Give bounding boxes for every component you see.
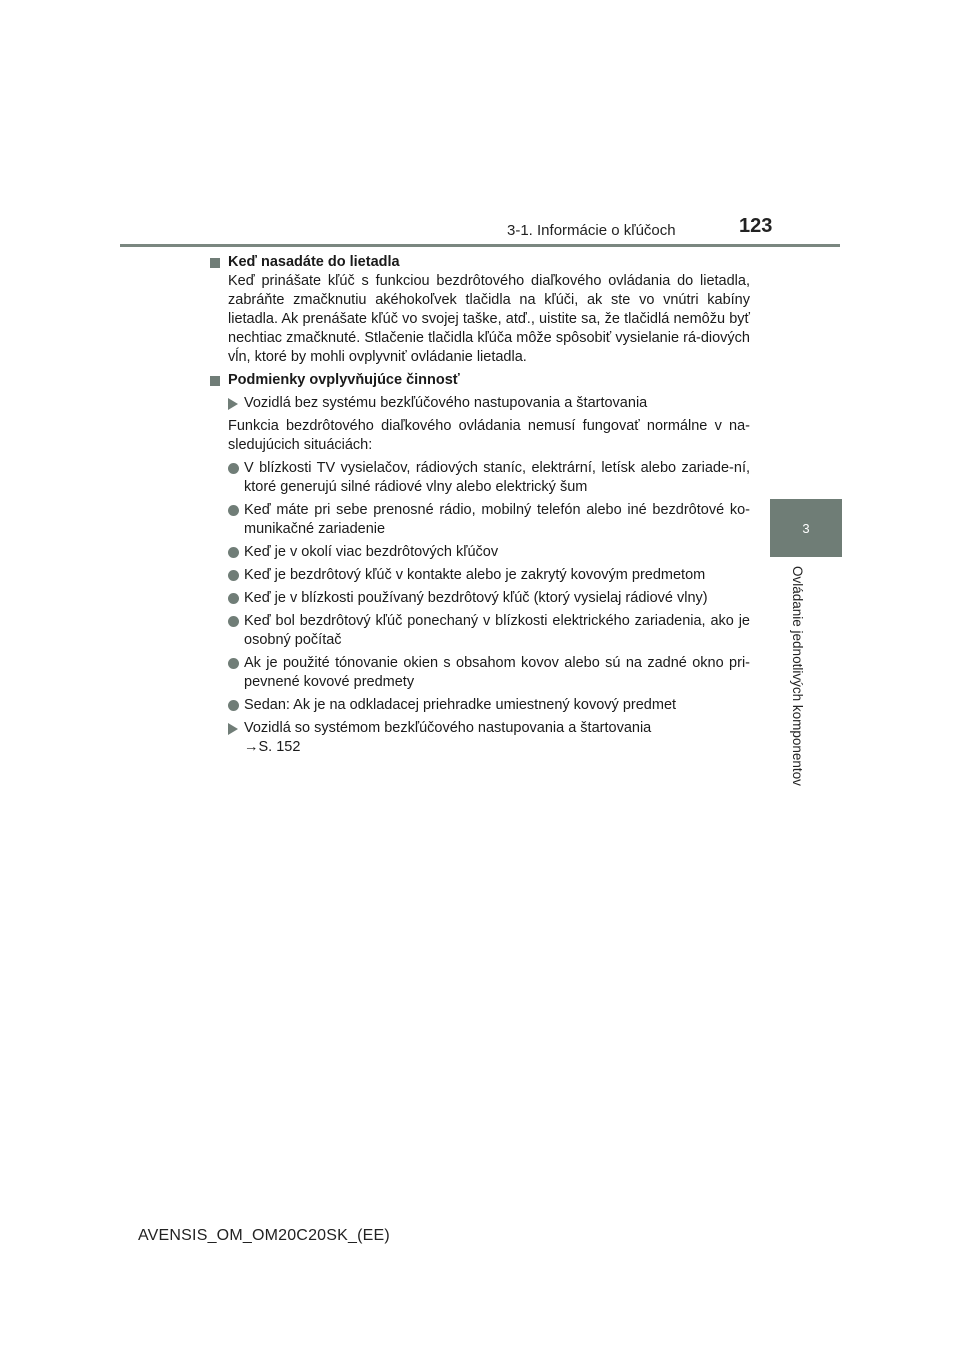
page-content	[210, 253, 750, 761]
circle-bullet-icon	[228, 463, 239, 474]
circle-bullet-icon	[228, 505, 239, 516]
page-reference-link[interactable]: →S. 152	[244, 739, 301, 755]
page-number: 123	[739, 215, 773, 237]
list-item: Keď je v blízkosti používaný bezdrôtový kľúč (ktorý vysielaj rádiové vlny)	[210, 589, 750, 608]
circle-bullet-icon	[228, 570, 239, 581]
section-conditions	[210, 371, 750, 757]
chapter-title: Ovládanie jednotlivých komponentov	[790, 566, 805, 786]
intro-paragraph: Funkcia bezdrôtového diaľkového ovládania nemusí fungovať normálne v na-sledujúcich situáciách:	[228, 418, 750, 453]
document-code: AVENSIS_OM_OM20C20SK_(EE)	[138, 1227, 390, 1244]
section-paragraph: Keď prinášate kľúč s funkciou bezdrôtového diaľkového ovládania do lietadla, zabráňte zmačknutiu akéhokoľvek tlačidla na kľúči, ak ste vo vnútri kabíny lietadla. Ak prenášate kľúč vo svojej taške, atď., uistite sa, že tlačidlá nemôžu byť nechtiac zmačknuté. Stlačenie tlačidla kľúča môže spôsobiť vysielanie rá-diových vĺn, ktoré by mohli ovplyvniť ovládanie lietadla.	[228, 273, 750, 365]
list-item: Ak je použité tónovanie okien s obsahom kovov alebo sú na zadné okno pri-pevnené kovové predmety	[210, 654, 750, 692]
section-heading: Podmienky ovplyvňujúce činnosť	[210, 371, 750, 390]
section-airplane	[210, 253, 750, 367]
list-item: Keď bol bezdrôtový kľúč ponechaný v blízkosti elektrického zariadenia, ako je osobný počítač	[210, 612, 750, 650]
list-item: Keď máte pri sebe prenosné rádio, mobilný telefón alebo iné bezdrôtové ko-munikačné zariadenie	[210, 501, 750, 539]
circle-bullet-icon	[228, 593, 239, 604]
section-title: 3-1. Informácie o kľúčoch	[507, 222, 676, 239]
chapter-number: 3	[802, 520, 810, 536]
list-item: Sedan: Ak je na odkladacej priehradke umiestnený kovový predmet	[210, 696, 750, 715]
list-item: Keď je v okolí viac bezdrôtových kľúčov	[210, 543, 750, 562]
square-bullet-icon	[210, 376, 220, 386]
circle-bullet-icon	[228, 616, 239, 627]
triangle-arrow-icon	[228, 723, 238, 735]
list-item: V blízkosti TV vysielačov, rádiových staníc, elektrární, letísk alebo zariade-ní, ktoré generujú silné rádiové vlny alebo elektrický šum	[210, 459, 750, 497]
triangle-arrow-icon	[228, 398, 238, 410]
circle-bullet-icon	[228, 700, 239, 711]
section-heading: Keď nasadáte do lietadla	[210, 253, 750, 272]
list-item: Keď je bezdrôtový kľúč v kontakte alebo je zakrytý kovovým predmetom	[210, 566, 750, 585]
circle-bullet-icon	[228, 547, 239, 558]
circle-bullet-icon	[228, 658, 239, 669]
chapter-tab	[770, 499, 842, 557]
header-divider	[120, 244, 840, 247]
subsection-label: Vozidlá bez systému bezkľúčového nastupovania a štartovania	[210, 394, 750, 413]
square-bullet-icon	[210, 258, 220, 268]
subsection-label: Vozidlá so systémom bezkľúčového nastupovania a štartovania →S. 152	[210, 719, 750, 757]
